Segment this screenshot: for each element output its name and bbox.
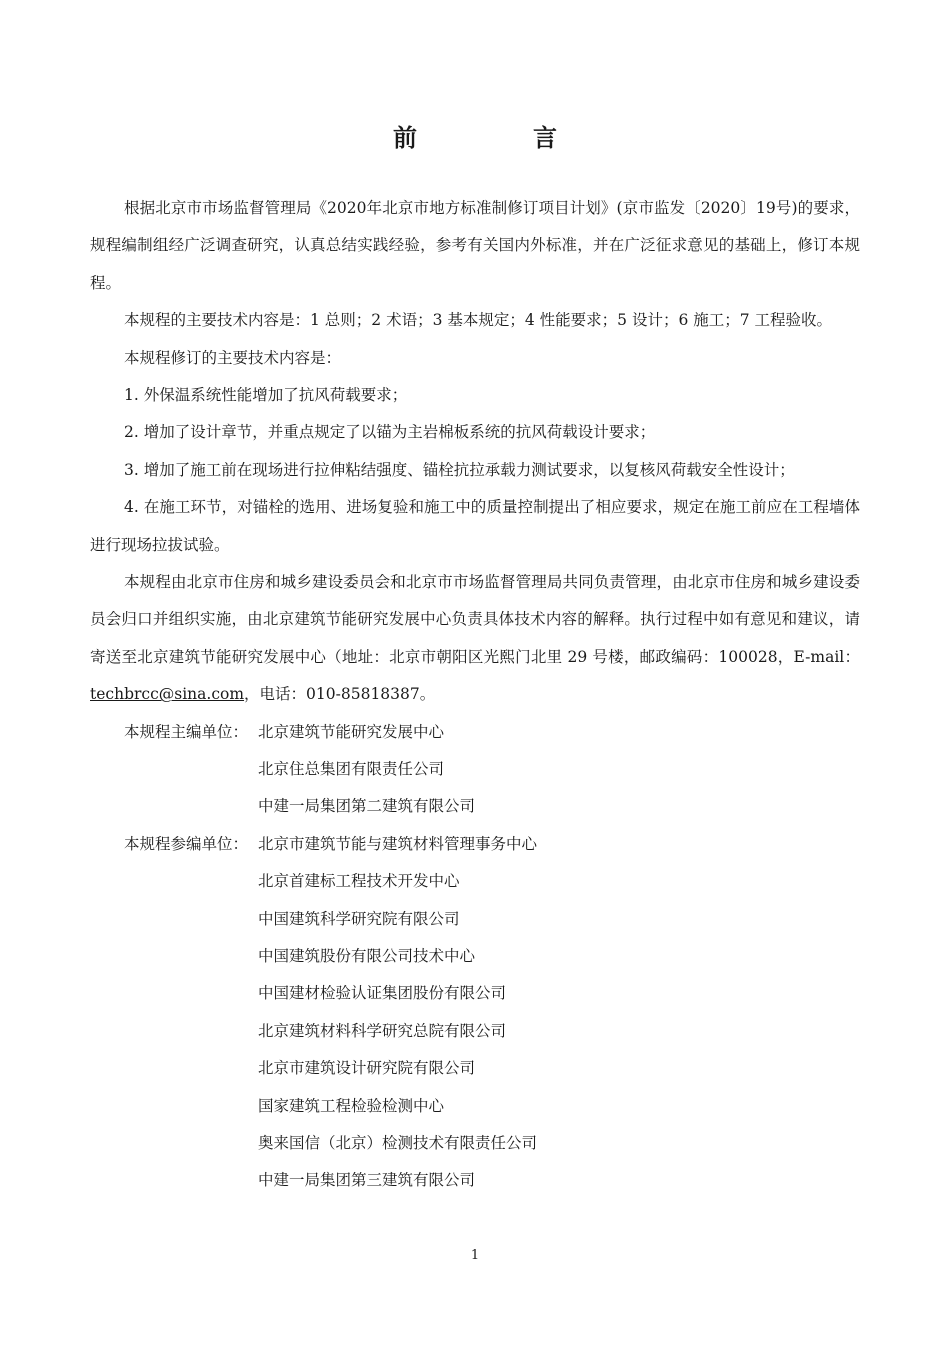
participating-units-list: [90, 826, 860, 1200]
unit-row: [90, 938, 860, 975]
chief-units-list: [90, 714, 860, 826]
paragraph-management: [90, 564, 860, 714]
paragraph-main-contents: 本规程的主要技术内容是：1 总则；2 术语；3 基本规定；4 性能要求；5 设计；6 施工；7 工程验收。: [124, 311, 833, 330]
chief-unit-name: 北京建筑节能研究发展中心: [258, 722, 445, 741]
participating-unit-name: 中国建材检验认证集团股份有限公司: [258, 984, 507, 1003]
revision-item-3: 3. 增加了施工前在现场进行拉伸粘结强度、锚栓抗拉承载力测试要求，以复核风荷载安全性设计；: [124, 460, 795, 479]
participating-unit-name: 中建一局集团第三建筑有限公司: [258, 1171, 476, 1190]
unit-row: [90, 751, 860, 788]
participating-unit-name: 奥来国信（北京）检测技术有限责任公司: [258, 1133, 538, 1152]
unit-row: [90, 901, 860, 938]
unit-row: [90, 975, 860, 1012]
unit-row: [90, 1013, 860, 1050]
chief-unit-name: 中建一局集团第二建筑有限公司: [258, 797, 476, 816]
revision-item-4: 4. 在施工环节，对锚栓的选用、进场复验和施工中的质量控制提出了相应要求，规定在施工前应在工程墙体进行现场拉拔试验。: [90, 498, 860, 554]
participating-unit-name: 北京首建标工程技术开发中心: [258, 872, 460, 891]
unit-row: [90, 1162, 860, 1199]
chief-units-label: 本规程主编单位：: [124, 722, 249, 741]
revision-item-2: 2. 增加了设计章节，并重点规定了以锚为主岩棉板系统的抗风荷载设计要求；: [124, 423, 656, 442]
revision-item-1: 1. 外保温系统性能增加了抗风荷载要求；: [124, 386, 408, 405]
email-link[interactable]: techbrcc@sina.com: [90, 685, 245, 704]
page-number: 1: [470, 1248, 480, 1263]
participating-unit-name: 中国建筑科学研究院有限公司: [258, 909, 460, 928]
unit-row: [90, 863, 860, 900]
unit-row: [90, 788, 860, 825]
unit-row: [90, 1088, 860, 1125]
paragraph-basis: 根据北京市市场监督管理局《2020年北京市地方标准制修订项目计划》(京市监发〔2020〕19号)的要求，规程编制组经广泛调查研究，认真总结实践经验，参考有关国内外标准，并在广泛征求意见的基础上，修订本规程。: [90, 199, 860, 292]
unit-row: [90, 714, 860, 751]
participating-units-label: 本规程参编单位：: [124, 834, 249, 853]
page-title: 前 言: [393, 123, 603, 152]
chief-unit-name: 北京住总集团有限责任公司: [258, 760, 445, 779]
participating-unit-name: 北京市建筑设计研究院有限公司: [258, 1059, 476, 1078]
unit-row: [90, 826, 860, 863]
unit-row: [90, 1050, 860, 1087]
participating-unit-name: 中国建筑股份有限公司技术中心: [258, 947, 476, 966]
unit-row: [90, 1125, 860, 1162]
preface-body: [90, 190, 860, 1200]
paragraph-revision-intro: 本规程修订的主要技术内容是：: [124, 348, 342, 367]
management-text: 本规程由北京市住房和城乡建设委员会和北京市市场监督管理局共同负责管理，由北京市住房和城乡建设委员会归口并组织实施，由北京建筑节能研究发展中心负责具体技术内容的解释。执行过程中如有意见和建议，请寄送至北京建筑节能研究发展中心（地址：北京市朝阳区光熙门北里 29 号楼，邮政编码：100028，E-mail：: [90, 573, 860, 666]
participating-unit-name: 国家建筑工程检验检测中心: [258, 1096, 445, 1115]
participating-unit-name: 北京建筑材料科学研究总院有限公司: [258, 1021, 507, 1040]
phone-text: ，电话：010-85818387。: [244, 685, 436, 704]
participating-unit-name: 北京市建筑节能与建筑材料管理事务中心: [258, 834, 538, 853]
